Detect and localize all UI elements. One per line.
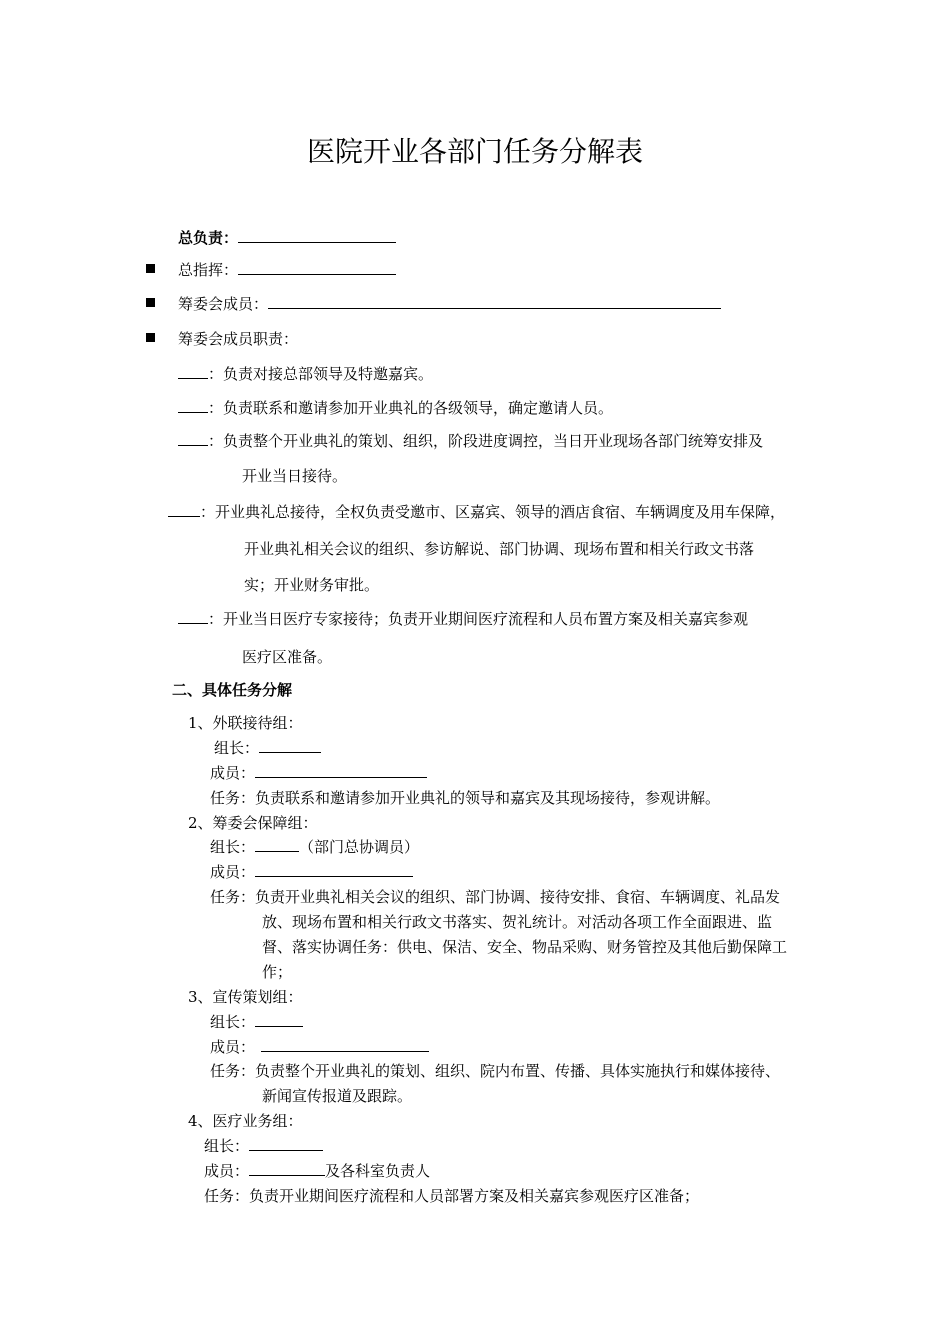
duty-item (178, 609, 748, 629)
committee-members-label: 筹委会成员： (178, 295, 269, 313)
duty-item (168, 502, 785, 522)
task-line: 督、落实协调任务：供电、保洁、安全、物品采购、财务管控及其他后勤保障工 (262, 938, 788, 956)
duty-item (178, 398, 613, 418)
leader-label: 组长： (210, 1013, 256, 1031)
duty-continuation: 实；开业财务审批。 (244, 576, 380, 594)
leader-note: （部门总协调员） (299, 838, 420, 856)
members-blank (249, 1161, 325, 1176)
committee-duties-label: 筹委会成员职责： (178, 330, 299, 348)
group-title: 3、宣传策划组： (188, 988, 303, 1006)
leader-blank (255, 1012, 303, 1027)
duty-text: ：负责整个开业典礼的策划、组织，阶段进度调控，当日开业现场各部门统筹安排及 (208, 432, 764, 450)
task-line: 新闻宣传报道及跟踪。 (262, 1087, 413, 1105)
task-line: 任务：负责开业期间医疗流程和人员部署方案及相关嘉宾参观医疗区准备； (204, 1187, 700, 1205)
leader-field (210, 837, 419, 857)
group-title: 2、筹委会保障组： (188, 814, 318, 832)
duty-continuation: 开业典礼相关会议的组织、参访解说、部门协调、现场布置和相关行政文书落 (244, 540, 755, 558)
members-label: 成员： (210, 1038, 256, 1056)
bullet-icon (146, 264, 155, 273)
duty-text: ：负责联系和邀请参加开业典礼的各级领导，确定邀请人员。 (208, 399, 614, 417)
duty-item (178, 364, 433, 384)
leader-label: 组长： (210, 838, 256, 856)
members-blank (261, 1037, 429, 1052)
commander-label: 总指挥： (178, 261, 239, 279)
page-title: 医院开业各部门任务分解表 (306, 135, 643, 168)
members-field (204, 1161, 430, 1181)
duty-continuation: 医疗区准备。 (242, 648, 333, 666)
section-heading: 二、具体任务分解 (172, 681, 293, 699)
group-title: 1、外联接待组： (188, 714, 303, 732)
bullet-icon (146, 298, 155, 307)
task-line: 任务：负责整个开业典礼的策划、组织、院内布置、传播、具体实施执行和媒体接待、 (210, 1062, 781, 1080)
commander-field (178, 260, 396, 280)
duty-item (178, 431, 763, 451)
leader-label: 组长： (214, 739, 260, 757)
group-title: 4、医疗业务组： (188, 1112, 303, 1130)
leader-blank (255, 837, 299, 852)
duty-text: ：开业当日医疗专家接待；负责开业期间医疗流程和人员布置方案及相关嘉宾参观 (208, 610, 749, 628)
leader-field (204, 1136, 323, 1156)
leader-blank (259, 738, 321, 753)
chief-field (178, 228, 396, 248)
task-line: 作； (262, 963, 293, 981)
bullet-icon (146, 333, 155, 342)
members-blank (255, 763, 427, 778)
duty-text: ：负责对接总部领导及特邀嘉宾。 (208, 365, 434, 383)
commander-blank (238, 260, 396, 275)
duty-continuation: 开业当日接待。 (242, 467, 348, 485)
leader-blank (249, 1136, 323, 1151)
leader-field (214, 738, 321, 758)
duty-blank (178, 431, 208, 446)
duty-blank (178, 398, 208, 413)
members-note: 及各科室负责人 (325, 1162, 431, 1180)
leader-label: 组长： (204, 1137, 250, 1155)
members-label: 成员： (204, 1162, 250, 1180)
task-line: 放、现场布置和相关行政文书落实、贺礼统计。对活动各项工作全面跟进、监 (262, 913, 773, 931)
members-label: 成员： (210, 764, 256, 782)
committee-members-field (178, 294, 721, 314)
duty-blank (178, 609, 208, 624)
chief-label: 总负责： (178, 229, 239, 247)
task-line: 任务：负责联系和邀请参加开业典礼的领导和嘉宾及其现场接待，参观讲解。 (210, 789, 721, 807)
members-field (210, 1037, 429, 1057)
duty-text: ：开业典礼总接待，全权负责受邀市、区嘉宾、领导的酒店食宿、车辆调度及用车保障， (200, 503, 786, 521)
members-field (210, 862, 413, 882)
duty-blank (178, 364, 208, 379)
chief-blank (238, 228, 396, 243)
duty-blank (168, 502, 200, 517)
members-blank (255, 862, 413, 877)
leader-field (210, 1012, 303, 1032)
members-label: 成员： (210, 863, 256, 881)
committee-members-blank (268, 294, 721, 309)
task-line: 任务：负责开业典礼相关会议的组织、部门协调、接待安排、食宿、车辆调度、礼品发 (210, 888, 781, 906)
members-field (210, 763, 427, 783)
